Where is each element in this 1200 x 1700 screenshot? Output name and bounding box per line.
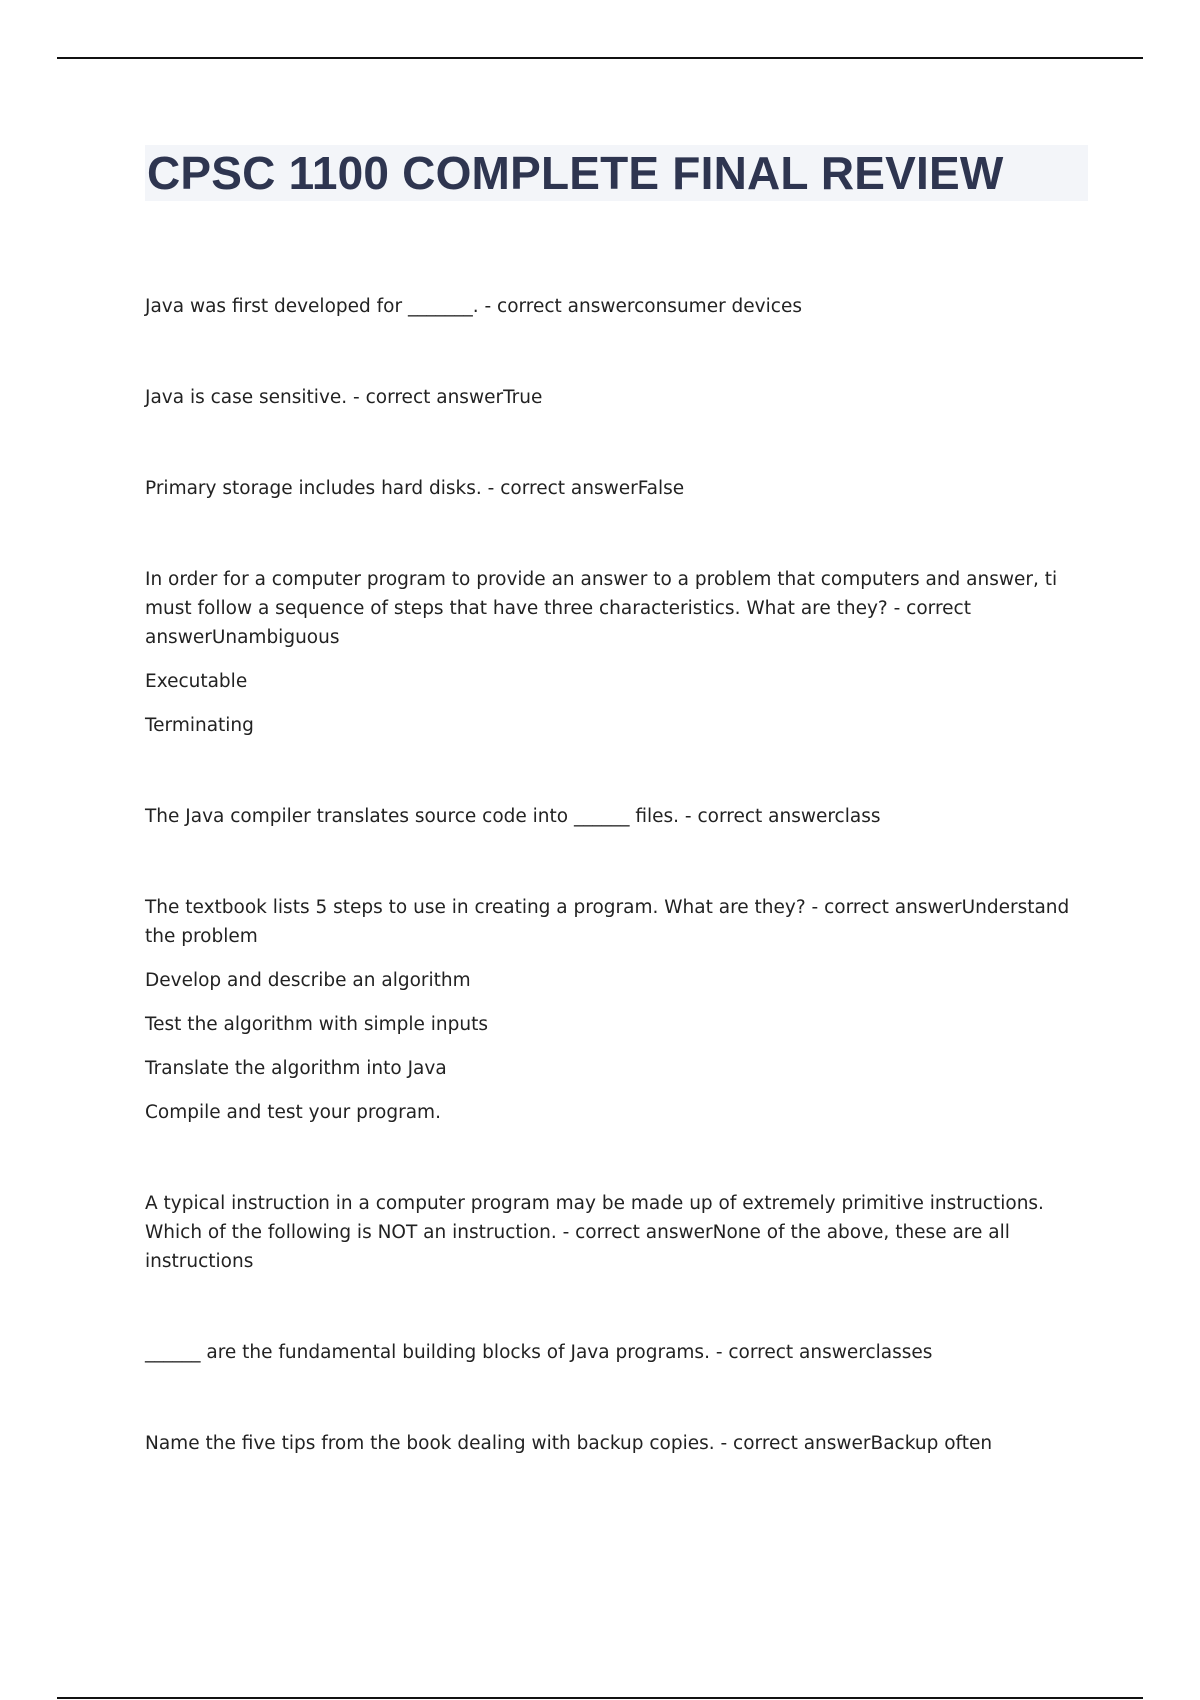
qa-subitem: Develop and describe an algorithm [145,970,471,991]
top-rule [57,57,1143,59]
qa-subitem: Terminating [145,715,254,736]
qa-item [145,893,1095,1127]
qa-text: In order for a computer program to provide an answer to a problem that computers and answer, ti must follow a sequence of steps that have three characteristics. What are they? - correct answerUnambiguous [145,569,1058,648]
qa-item [145,292,1095,321]
qa-list [145,292,1095,1520]
qa-subitem: Executable [145,671,248,692]
qa-item [145,1189,1095,1276]
qa-text: The Java compiler translates source code into ______ files. - correct answerclass [145,806,881,827]
qa-item [145,383,1095,412]
qa-text: A typical instruction in a computer program may be made up of extremely primitive instructions. Which of the following is NOT an instruction. - correct answerNone of the above, these are all instructions [145,1193,1044,1272]
qa-text: Java is case sensitive. - correct answerTrue [145,387,543,408]
qa-item [145,1338,1095,1367]
document-title: CPSC 1100 COMPLETE FINAL REVIEW [147,147,1004,199]
qa-item [145,474,1095,503]
qa-text: The textbook lists 5 steps to use in creating a program. What are they? - correct answerUnderstand the problem [145,897,1070,947]
qa-subitem: Test the algorithm with simple inputs [145,1014,489,1035]
qa-item [145,1429,1095,1458]
qa-text: ______ are the fundamental building blocks of Java programs. - correct answerclasses [145,1342,933,1363]
bottom-rule [57,1697,1143,1699]
qa-subitem: Translate the algorithm into Java [145,1058,447,1079]
qa-text: Primary storage includes hard disks. - correct answerFalse [145,478,685,499]
title-banner [145,145,1088,201]
qa-text: Name the five tips from the book dealing with backup copies. - correct answerBackup often [145,1433,993,1454]
qa-subitem: Compile and test your program. [145,1102,441,1123]
qa-item [145,565,1095,740]
qa-item [145,802,1095,831]
qa-text: Java was first developed for _______. - correct answerconsumer devices [145,296,802,317]
